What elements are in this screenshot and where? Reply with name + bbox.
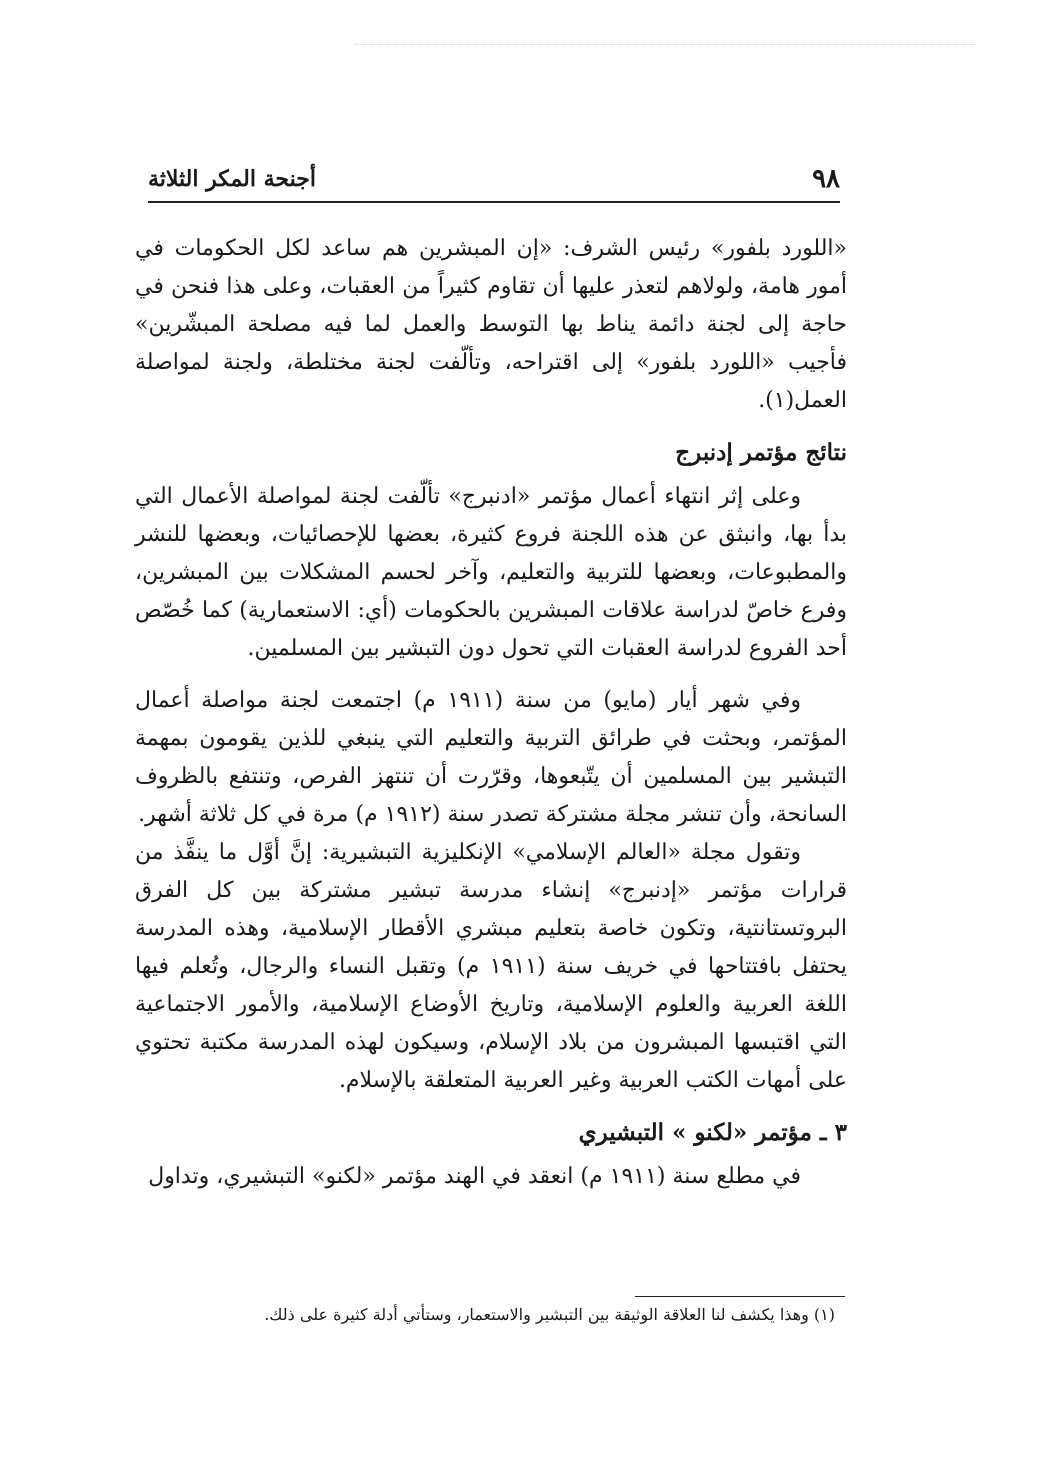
footnote: (١) وهذا يكشف لنا العلاقة الوثيقة بين التبشير والاستعمار، وستأتي أدلة كثيرة على ذلك. [264, 1305, 835, 1324]
page-number: ٩٨ [812, 164, 840, 194]
section-heading-lucknow-conference: ٣ ـ مؤتمر «لكنو » التبشيري [578, 1119, 847, 1146]
page-header [148, 160, 840, 202]
paragraph-balfour-quote: «اللورد بلفور» رئيس الشرف: «إن المبشرين هم ساعد لكل الحكومات في أمور هامة، ولولاهم لتعذر عليها أن تقاوم كثيراً من العقبات، وعلى هذا فنحن في حاجة إلى لجنة دائمة يناط بها التوسط والعمل لما فيه مصلحة المبشّرين» فأجيب «اللورد بلفور» إلى اقتراحه، وتألّفت لجنة مختلطة، ولجنة لمواصلة العمل(١). [135, 236, 847, 413]
scan-artifact-line [355, 44, 975, 45]
footnote-rule [635, 1296, 845, 1297]
paragraph-gap [135, 668, 847, 682]
section-heading-edinburgh-results: نتائج مؤتمر إدنبرج [675, 439, 847, 466]
paragraph-islamic-world-magazine: وتقول مجلة «العالم الإسلامي» الإنكليزية التبشيرية: إنَّ أوَّل ما ينفَّذ من قرارات مؤتمر «إدنبرج» إنشاء مدرسة تبشير مشتركة بين كل الفرق البروتستانتية، وتكون خاصة بتعليم مبشري الأقطار الإسلامية، وهذه المدرسة يحتفل بافتتاحها في خريف سنة (١٩١١ م) وتقبل النساء والرجال، وتُعلم فيها اللغة العربية والعلوم الإسلامية، وتاريخ الأوضاع الإسلامية، والأمور الاجتماعية التي اقتبسها المبشرون من بلاد الإسلام، وسيكون لهذه المدرسة مكتبة تحتوي على أمهات الكتب العربية وغير العربية المتعلقة بالإسلام. [135, 840, 847, 1093]
paragraph-may-1911: وفي شهر أيار (مايو) من سنة (١٩١١ م) اجتمعت لجنة مواصلة أعمال المؤتمر، وبحثت في طرائق التربية والتعليم التي ينبغي للذين يقومون بمهمة التبشير بين المسلمين أن يتّبعوها، وقرّرت أن تنتهز الفرص، وتنتفع بالظروف السانحة، وأن تنشر مجلة مشتركة تصدر سنة (١٩١٢ م) مرة في كل ثلاثة أشهر. [135, 688, 847, 827]
header-rule [148, 201, 840, 203]
paragraph-committee-branches: وعلى إثر انتهاء أعمال مؤتمر «ادنبرج» تألّفت لجنة لمواصلة الأعمال التي بدأ بها، وانبثق عن هذه اللجنة فروع كثيرة، بعضها للإحصائيات، وبعضها للنشر والمطبوعات، وبعضها للتربية والتعليم، وآخر لحسم المشكلات بين المبشرين، وفرع خاصّ لدراسة علاقات المبشرين بالحكومات (أي: الاستعمارية) كما خُصّص أحد الفروع لدراسة العقبات التي تحول دون التبشير بين المسلمين. [135, 484, 847, 661]
paragraph-lucknow-start: في مطلع سنة (١٩١١ م) انعقد في الهند مؤتمر «لكنو» التبشيري، وتداول [148, 1164, 801, 1189]
main-text [135, 230, 847, 1196]
running-title: أجنحة المكر الثلاثة [148, 166, 316, 192]
